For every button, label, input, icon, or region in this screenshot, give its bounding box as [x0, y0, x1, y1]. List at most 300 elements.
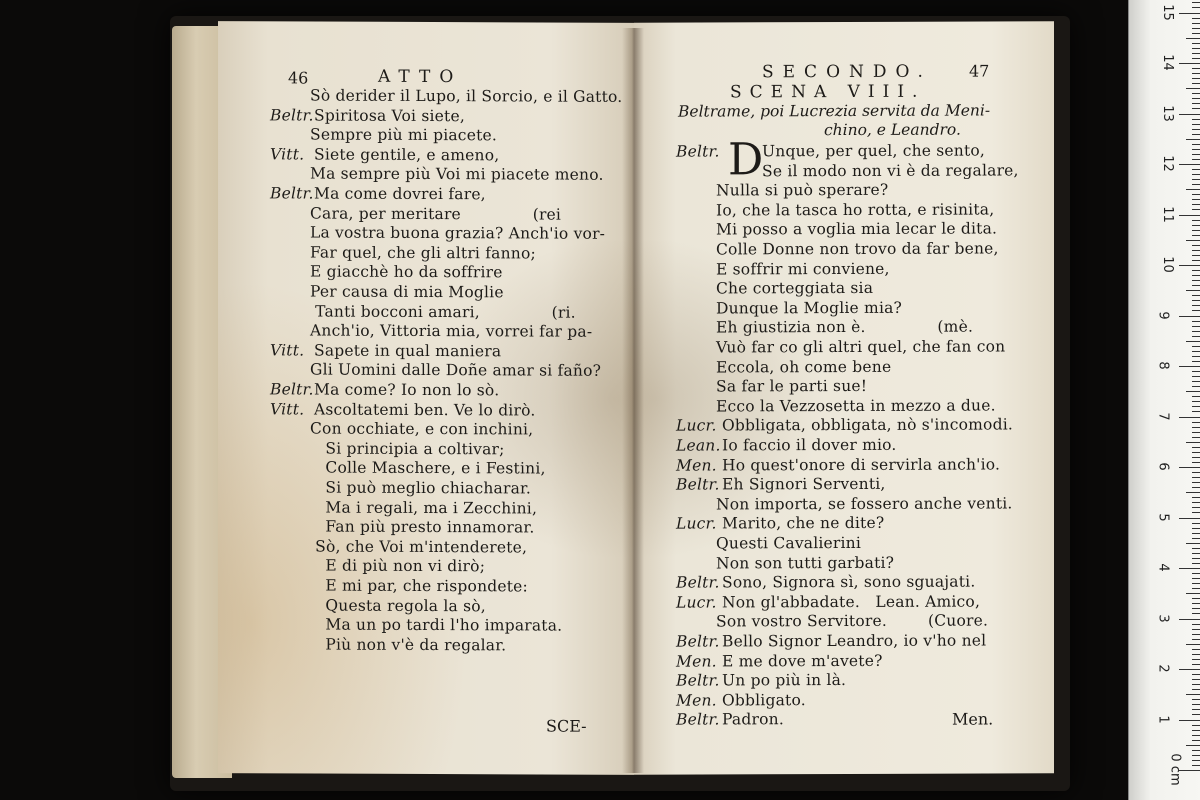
ruler-label: 12 [1159, 155, 1175, 172]
right-page [634, 21, 1054, 774]
ruler-tick [1179, 265, 1200, 266]
ruler-tick [1192, 497, 1200, 498]
ruler-label: 0 cm [1167, 753, 1183, 786]
ruler-tick [1192, 598, 1200, 599]
line-text: Se il modo non vi è da regalare, [762, 160, 1019, 180]
speaker-label: Vitt. [270, 341, 305, 360]
line-text: Ascoltatemi ben. Ve lo dirò. [314, 400, 536, 420]
ruler-tick [1192, 578, 1200, 579]
ruler-tick [1192, 482, 1200, 483]
ruler-tick [1192, 260, 1200, 261]
ruler-tick [1192, 629, 1200, 630]
ruler-tick [1186, 391, 1200, 392]
ruler-tick [1192, 406, 1200, 407]
ruler-tick [1192, 396, 1200, 397]
left-running-head: ATTO [378, 66, 463, 88]
ruler-tick [1186, 543, 1200, 544]
ruler-tick [1186, 240, 1200, 241]
ruler-tick [1192, 523, 1200, 524]
text-line [634, 357, 1054, 377]
ruler-tick [1192, 48, 1200, 49]
text-line [634, 141, 1054, 161]
speaker-label: Lucr. [676, 514, 717, 533]
ruler-tick [1192, 563, 1200, 564]
ruler-label: 1 [1155, 714, 1171, 724]
text-line [218, 262, 634, 282]
speaker-label: Men. [676, 652, 717, 671]
speaker-label: Beltr. [270, 184, 314, 203]
text-line [218, 537, 634, 557]
ruler-label: 11 [1159, 205, 1175, 223]
speaker-label: Beltr. [676, 632, 720, 651]
ruler-tick [1186, 492, 1200, 493]
line-text: Unque, per quel, che sento, [762, 141, 986, 161]
ruler-tick [1192, 750, 1200, 751]
ruler-tick [1192, 507, 1200, 508]
ruler-tick [1192, 512, 1200, 513]
ruler-tick [1192, 684, 1200, 685]
text-line [218, 615, 634, 635]
ruler-tick [1192, 704, 1200, 705]
ruler-tick [1192, 558, 1200, 559]
ruler-tick [1192, 209, 1200, 210]
line-text: Ma i regali, ma i Zecchini, [310, 498, 538, 518]
ruler-tick [1192, 664, 1200, 665]
text-line [634, 337, 1054, 357]
ruler-tick [1192, 321, 1200, 322]
ruler-tick [1192, 204, 1200, 205]
ruler-tick [1192, 144, 1200, 145]
ruler-tick [1192, 295, 1200, 296]
ruler-tick [1192, 462, 1200, 463]
ruler-tick [1192, 235, 1200, 236]
ruler-tick [1192, 371, 1200, 372]
ruler-tick [1186, 745, 1200, 746]
text-line [218, 399, 634, 420]
line-text: Che corteggiata sia [716, 279, 874, 298]
speaker-label: Vitt. [270, 145, 305, 164]
line-text: Non gl'abbadate. Lean. Amico, [722, 592, 981, 612]
right-page-number: 47 [969, 61, 990, 81]
ruler-label: 9 [1155, 310, 1171, 320]
ruler-tick [1192, 58, 1200, 59]
line-text: Un po più in là. [722, 671, 847, 690]
ruler-tick [1179, 164, 1200, 165]
ruler-label: 14 [1159, 54, 1175, 71]
line-text: Bello Signor Leandro, io v'ho nel [722, 631, 987, 651]
ruler-tick [1192, 725, 1200, 726]
ruler-tick [1192, 310, 1200, 311]
line-text: Far quel, che gli altri fanno; [310, 243, 536, 263]
ruler-tick [1192, 624, 1200, 625]
ruler-tick [1186, 694, 1200, 695]
speaker-label: Men. [676, 691, 717, 710]
speaker-label: Beltr. [270, 105, 314, 125]
ruler-label: 8 [1155, 361, 1171, 370]
line-text: Vuò far co gli altri quel, che fan con [716, 337, 1006, 357]
text-line [634, 239, 1054, 259]
line-text: Obbligato. [722, 690, 806, 710]
ruler-tick [1192, 538, 1200, 539]
ruler-tick [1179, 63, 1200, 64]
ruler-tick [1192, 53, 1200, 54]
speaker-label: Beltr. [676, 710, 720, 729]
ruler-tick [1192, 427, 1200, 428]
line-text: Padron. [722, 710, 784, 729]
line-text: Sapete in qual maniera [314, 341, 502, 361]
line-text: Più non v'è da regalar. [310, 635, 507, 655]
speaker-label: Lucr. [676, 416, 717, 435]
line-text: Con occhiate, e con inchini, [310, 419, 534, 439]
ruler-tick [1192, 760, 1200, 761]
ruler-tick [1192, 280, 1200, 281]
ruler-tick [1192, 300, 1200, 301]
text-line [634, 278, 1054, 298]
line-text: Eccola, oh come bene [716, 357, 892, 377]
ruler-tick [1192, 502, 1200, 503]
ruler-tick [1192, 179, 1200, 180]
line-text: Ma un po tardi l'ho imparata. [310, 615, 563, 635]
ruler-tick [1192, 487, 1200, 488]
ruler-tick [1192, 533, 1200, 534]
line-text: Non importa, se fossero anche venti. [716, 494, 1013, 514]
ruler-tick [1179, 568, 1200, 569]
ruler-label: 6 [1155, 462, 1171, 471]
line-text: Siete gentile, e ameno, [314, 145, 500, 165]
ruler-tick [1179, 518, 1200, 519]
line-text: Non son tutti garbati? [716, 553, 895, 573]
line-text: Mi posso a voglia mia lecar le dita. [716, 219, 998, 239]
ruler-tick [1192, 68, 1200, 69]
text-line [218, 223, 634, 243]
ruler-tick [1192, 98, 1200, 99]
line-text: Colle Maschere, e i Festini, [310, 458, 546, 478]
line-text: Sono, Signora sì, sono sguajati. [722, 572, 976, 592]
ruler-tick [1192, 351, 1200, 352]
ruler-tick [1192, 124, 1200, 125]
ruler-label: 10 [1159, 256, 1175, 273]
line-text: Dunque la Moglie mia? [716, 298, 903, 318]
ruler-tick [1192, 730, 1200, 731]
ruler-tick [1179, 467, 1200, 468]
ruler-tick [1192, 659, 1200, 660]
ruler-tick [1186, 593, 1200, 594]
ruler-tick [1186, 442, 1200, 443]
text-line [634, 631, 1054, 651]
line-text: Tanti bocconi amari, (ri. [310, 302, 576, 322]
text-line [634, 298, 1054, 318]
text-line [218, 360, 634, 381]
ruler-tick [1192, 305, 1200, 306]
speaker-label: Lean. [676, 436, 721, 455]
text-line [218, 145, 634, 165]
ruler-tick [1192, 43, 1200, 44]
ruler-tick [1192, 674, 1200, 675]
ruler-tick [1192, 119, 1200, 120]
line-text: Sa far le parti sue! [716, 377, 868, 396]
text-line [634, 415, 1054, 435]
text-line [634, 396, 1054, 416]
ruler-tick [1186, 341, 1200, 342]
ruler-tick [1192, 765, 1200, 766]
ruler-tick [1192, 83, 1200, 84]
ruler-tick [1192, 149, 1200, 150]
ruler-tick [1192, 649, 1200, 650]
ruler-tick [1192, 18, 1200, 19]
text-line [218, 164, 634, 185]
ruler-tick [1192, 548, 1200, 549]
line-text: Questa regola la sò, [310, 596, 486, 615]
ruler-tick [1192, 346, 1200, 347]
line-text: La vostra buona grazia? Anch'io vor- [310, 223, 606, 243]
speaker-label: Beltr. [270, 380, 314, 399]
text-line [218, 419, 634, 439]
left-catchword: SCE- [546, 716, 587, 736]
ruler-tick [1192, 225, 1200, 226]
line-text: E giacchè ho da soffrire [310, 262, 503, 282]
ruler-tick [1192, 250, 1200, 251]
text-line [218, 302, 634, 322]
ruler-tick [1192, 7, 1200, 8]
ruler-tick [1192, 2, 1200, 3]
text-line [218, 556, 634, 576]
ruler-label: 7 [1155, 411, 1171, 421]
ruler-tick [1192, 376, 1200, 377]
ruler-tick [1192, 573, 1200, 574]
ruler-tick [1192, 613, 1200, 614]
ruler-tick [1186, 88, 1200, 89]
ruler-tick [1192, 452, 1200, 453]
ruler-tick [1186, 189, 1200, 190]
text-line [218, 576, 634, 596]
ruler-tick [1192, 220, 1200, 221]
line-text: E mi par, che rispondete: [310, 576, 528, 596]
ruler-tick [1186, 38, 1200, 39]
ruler-tick [1192, 275, 1200, 276]
line-text: Nulla si può sperare? [716, 181, 889, 200]
line-text: Questi Cavalierini [716, 533, 862, 553]
ruler-tick [1192, 422, 1200, 423]
text-line [218, 478, 634, 498]
line-text: Eh giustizia non è. (mè. [716, 317, 974, 337]
ruler-tick [1192, 78, 1200, 79]
ruler-label: 15 [1159, 3, 1175, 21]
ruler-tick [1192, 679, 1200, 680]
ruler-tick [1192, 23, 1200, 24]
ruler-tick [1179, 316, 1200, 317]
line-text: E soffrir mi conviene, [716, 259, 890, 279]
ruler-tick [1192, 553, 1200, 554]
scene-title: SCENA VIII. [730, 81, 926, 103]
ruler-tick [1192, 608, 1200, 609]
line-text: E me dove m'avete? [722, 651, 883, 671]
speaker-label: Beltr. [676, 475, 720, 494]
line-text: Cara, per meritare (rei [310, 204, 562, 224]
text-line [218, 517, 634, 537]
speaker-label: Beltr. [676, 573, 720, 592]
ruler-tick [1192, 73, 1200, 74]
ruler-tick [1192, 336, 1200, 337]
ruler-tick [1192, 709, 1200, 710]
text-line [218, 498, 634, 518]
line-text: Sempre più mi piacete. [310, 125, 497, 145]
drop-capital: D [728, 134, 764, 186]
ruler-tick [1192, 255, 1200, 256]
line-text: Obbligata, obbligata, nò s'incomodi. [722, 415, 1013, 435]
ruler-tick [1192, 588, 1200, 589]
speaker-label: Beltr. [676, 142, 720, 161]
speaker-label: Beltr. [676, 671, 720, 690]
text-line [634, 317, 1054, 337]
line-text: Spiritosa Voi siete, [314, 106, 465, 125]
ruler-tick [1192, 134, 1200, 135]
ruler-tick [1192, 411, 1200, 412]
ruler-tick [1186, 139, 1200, 140]
ruler-tick [1192, 361, 1200, 362]
ruler-tick [1192, 437, 1200, 438]
ruler-tick [1192, 184, 1200, 185]
ruler-tick [1192, 689, 1200, 690]
ruler-tick [1192, 639, 1200, 640]
ruler-tick [1192, 108, 1200, 109]
ruler-tick [1192, 447, 1200, 448]
text-line [218, 282, 634, 302]
ruler-tick [1192, 169, 1200, 170]
ruler-tick [1192, 457, 1200, 458]
ruler-tick [1179, 720, 1200, 721]
text-line [634, 514, 1054, 533]
line-text: Io faccio il dover mio. [722, 435, 897, 455]
ruler-tick [1179, 114, 1200, 115]
line-text: Ma sempre più Voi mi piacete meno. [310, 164, 604, 185]
text-line [218, 458, 634, 478]
ruler-tick [1192, 654, 1200, 655]
ruler-tick [1192, 33, 1200, 34]
ruler-tick [1192, 755, 1200, 756]
ruler-tick [1192, 740, 1200, 741]
text-line [634, 572, 1054, 592]
ruler-tick [1186, 290, 1200, 291]
ruler-tick [1179, 215, 1200, 216]
ruler-tick [1192, 199, 1200, 200]
ruler-label: 5 [1155, 512, 1171, 522]
ruler-tick [1179, 13, 1200, 14]
ruler-tick [1192, 331, 1200, 332]
line-text: Si può meglio chiacharar. [310, 478, 532, 498]
text-line [218, 596, 634, 615]
ruler-tick [1192, 583, 1200, 584]
line-text: Fan più presto innamorar. [310, 517, 535, 537]
ruler-tick [1179, 366, 1200, 367]
text-line [218, 86, 634, 106]
ruler-tick [1192, 270, 1200, 271]
ruler-tick [1192, 28, 1200, 29]
ruler-tick [1192, 159, 1200, 160]
line-text: Sò, che Voi m'intenderete, [310, 537, 528, 557]
line-text: Ho quest'onore di servirla anch'io. [722, 455, 1001, 475]
ruler-tick [1186, 644, 1200, 645]
text-line [634, 259, 1054, 279]
ruler-tick [1192, 154, 1200, 155]
ruler-tick [1192, 356, 1200, 357]
ruler-tick [1192, 230, 1200, 231]
text-line [218, 439, 634, 459]
ruler-tick [1192, 634, 1200, 635]
ruler-tick [1192, 174, 1200, 175]
text-line [634, 219, 1054, 239]
line-text: Si principia a coltivar; [310, 439, 505, 459]
left-page [218, 21, 634, 775]
ruler-tick [1192, 432, 1200, 433]
text-line [634, 180, 1054, 200]
speaker-label: Men. [676, 456, 717, 475]
ruler-tick [1179, 669, 1200, 670]
ruler-tick [1179, 619, 1200, 620]
ruler-tick [1192, 401, 1200, 402]
line-text: Ecco la Vezzosetta in mezzo a due. [716, 396, 996, 416]
ruler-label: 2 [1155, 664, 1171, 673]
stage-direction-line-1: Beltrame, poi Lucrezia servita da Meni- [678, 101, 991, 121]
line-text: Sò derider il Lupo, il Sorcio, e il Gatto. [310, 86, 623, 106]
left-page-number: 46 [288, 68, 309, 88]
line-text: Ma come? Io non lo sò. [314, 380, 500, 400]
line-text: Eh Signori Serventi, [722, 475, 886, 494]
ruler-tick [1192, 103, 1200, 104]
line-text: Marito, che ne dite? [722, 514, 885, 533]
line-text: Io, che la tasca ho rotta, e risinita, [716, 200, 995, 220]
ruler-label: 3 [1155, 613, 1171, 623]
ruler-tick [1192, 699, 1200, 700]
line-text: Gli Uomini dalle Doñe amar si faño? [310, 360, 602, 381]
ruler-tick [1192, 714, 1200, 715]
ruler-tick [1192, 603, 1200, 604]
text-line [218, 204, 634, 224]
ruler-tick [1179, 417, 1200, 418]
line-text: Son vostro Servitore. (Cuore. [716, 611, 989, 631]
stage-direction-line-2: chino, e Leandro. [824, 120, 961, 140]
ruler-tick [1192, 381, 1200, 382]
ruler-label: 13 [1159, 104, 1175, 122]
ruler-tick [1192, 528, 1200, 529]
ruler-tick [1192, 245, 1200, 246]
line-text: Per causa di mia Moglie [310, 282, 504, 302]
text-line [218, 635, 634, 655]
ruler-tick [1192, 386, 1200, 387]
line-text: E di più non vi dirò; [310, 556, 486, 576]
right-catchword: Men. [952, 709, 994, 729]
ruler-tick [1192, 285, 1200, 286]
text-line [218, 125, 634, 145]
line-text: Ma come dovrei fare, [314, 184, 486, 204]
line-text: Anch'io, Vittoria mia, vorrei far pa- [310, 321, 593, 341]
text-line [634, 200, 1054, 220]
ruler-tick [1192, 129, 1200, 130]
measurement-ruler [1128, 0, 1200, 800]
right-running-head: SECONDO. [762, 61, 932, 83]
text-line [634, 553, 1054, 573]
speaker-label: Vitt. [270, 399, 305, 419]
ruler-tick [1192, 194, 1200, 195]
speaker-label: Lucr. [676, 593, 717, 612]
ruler-tick [1192, 326, 1200, 327]
ruler-tick [1192, 93, 1200, 94]
ruler-label: 4 [1155, 563, 1171, 572]
ruler-tick [1192, 477, 1200, 478]
text-line [634, 376, 1054, 396]
ruler-tick [1192, 472, 1200, 473]
line-text: Colle Donne non trovo da far bene, [716, 239, 999, 259]
ruler-tick [1192, 735, 1200, 736]
